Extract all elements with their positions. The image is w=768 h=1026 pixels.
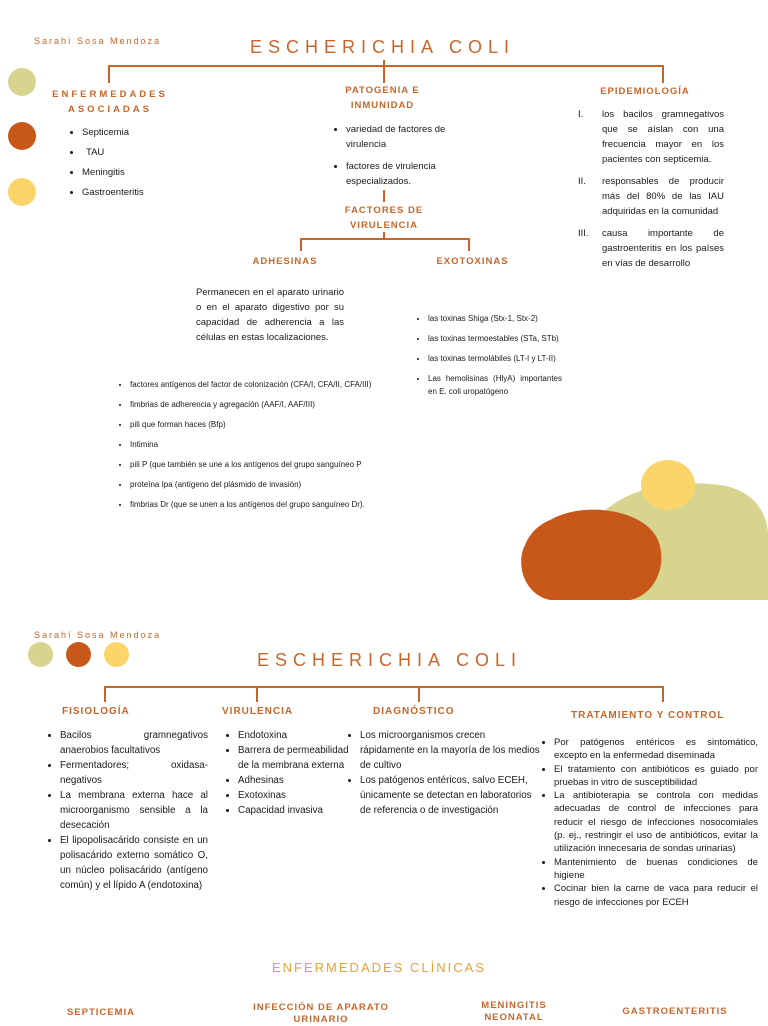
list-item: • fimbrias Dr (que se unen a los antígenos del grupo sanguíneo Dr). [130,498,388,511]
list-item: • Barrera de permeabilidad de la membrana externa [238,743,353,773]
adhesinas-list [110,378,388,518]
diagnostico-heading: DIAGNÓSTICO [373,706,455,717]
rust-circle [66,642,91,667]
list-item: • las toxinas Shiga (Stx-1, Stx-2) [428,312,562,325]
list-item [578,174,724,219]
connector [468,238,470,251]
exotoxinas-heading: EXOTOXINAS [436,256,509,267]
connector [104,686,106,702]
olive-circle [28,642,53,667]
epidemiologia-heading: EPIDEMIOLOGÍA [600,86,690,97]
item-text: responsables de producir más del 80% de las IAU adquiridas en la comunidad [602,176,724,217]
list-item: • El tratamiento con antibióticos es guiado por pruebas in vitro de susceptibilidad [554,763,758,790]
yellow-circle [104,642,129,667]
list-item: • pili P (que también se une a los antígenos del grupo sanguíneo P [130,458,388,471]
connector [108,65,664,67]
page-2 [0,614,768,1024]
list-item: • La antibioterapia se controla con medidas adecuadas de control de infecciones para reducir el riesgo de infecciones nosocomiales (p. ej., restringir el uso de antibióticos, evitar la utilización innecesaria de sondas urinarias) [554,789,758,855]
list-item: • El lipopolisacárido consiste en un polisacárido externo somático O, un núcleo polisacárido (antígeno común) y el lípido A (endotoxina) [60,833,208,893]
list-item: • pili que forman haces (Bfp) [130,418,388,431]
clinica-infeccion-urinaria: INFECCIÓN DE APARATO URINARIO [253,1002,389,1025]
tratamiento-list [536,736,758,909]
adhesinas-description: Permanecen en el aparato urinario o en el aparato digestivo por su capacidad de adherencia a las células en estas localizaciones. [196,287,344,343]
page-title: ESCHERICHIA COLI [250,37,516,57]
clinica-gastroenteritis: GASTROENTERITIS [622,1006,728,1017]
list-item: • Intimina [130,438,388,451]
fisiologia-heading: FISIOLOGÍA [62,706,130,717]
list-item: • proteína Ipa (antígeno del plásmido de invasión) [130,478,388,491]
list-item: • las toxinas termolábiles (LT-I y LT-II) [428,352,562,365]
item-number: I. [578,109,584,120]
page-title: ESCHERICHIA COLI [257,650,523,670]
connector [300,238,302,251]
rust-circle [8,122,36,150]
adhesinas-heading: ADHESINAS [252,256,318,267]
author-name: Sarahí Sosa Mendoza [34,36,162,46]
olive-circle [8,68,36,96]
connector [418,686,420,702]
list-item: • Bacilos gramnegativos anaerobios facultativos [60,728,208,758]
yellow-blob [641,460,695,510]
list-item: • fimbrias de adherencia y agregación (AAF/I, AAF/III) [130,398,388,411]
list-item: • Las hemolisinas (HlyA) importantes en E. coli uropatógeno [428,372,562,398]
item-text: los bacilos gramnegativos que se aíslan con una frecuencia mayor en los pacientes con septicemia. [602,109,724,165]
connector [104,686,664,688]
list-item: • La membrana externa hace al microorganismo sensible a la desecación [60,788,208,833]
clinica-meningitis: MENINGITIS NEONATAL [481,1000,547,1023]
list-item: • factores antígenos del factor de colonización (CFA/I, CFA/II, CFA/III) [130,378,388,391]
clinica-septicemia: SEPTICEMIA [66,1007,136,1018]
list-item: • factores de virulencia especializados. [346,159,476,189]
connector [662,65,664,83]
connector [383,190,385,202]
item-number: II. [578,176,586,187]
connector [383,65,385,83]
list-item: • Cocinar bien la carne de vaca para reducir el riesgo de infecciones por ECEH [554,882,758,909]
author-name: Sarahí Sosa Mendoza [34,630,162,640]
list-item: • Los patógenos entéricos, salvo ECEH, únicamente se detectan en laboratorios de referencia o de investigación [360,773,542,818]
connector [662,686,664,702]
list-item: • Meningitis [82,166,202,179]
patogenia-heading: PATOGENIA E INMUNIDAD [345,85,420,111]
connector [300,238,470,240]
list-item: • Los microorganismos crecen rápidamente en la mayoría de los medios de cultivo [360,728,542,773]
list-item: • Endotoxina [238,728,353,743]
enfermedades-heading: ENFERMEDADES ASOCIADAS [52,89,168,115]
patogenia-list [328,122,476,196]
list-item: • variedad de factores de virulencia [346,122,476,152]
list-item [578,226,724,271]
decorative-blobs [510,455,768,600]
list-item: • Capacidad invasiva [238,803,353,818]
virulencia-heading: VIRULENCIA [222,706,294,717]
list-item: • TAU [82,146,202,159]
factores-heading: FACTORES DE VIRULENCIA [344,205,424,231]
item-text: causa importante de gastroenteritis en los países en vías de desarrollo [602,228,724,269]
list-item: • Mantenimiento de buenas condiciones de higiene [554,856,758,883]
tratamiento-heading: TRATAMIENTO Y CONTROL [571,710,725,721]
epidemiologia-list [578,107,724,278]
yellow-circle [8,178,36,206]
list-item: • Septicemia [82,126,202,139]
list-item: • Exotoxinas [238,788,353,803]
list-item: • Por patógenos entéricos es sintomático, excepto en la enfermedad diseminada [554,736,758,763]
list-item: • Gastroenteritis [82,186,202,199]
virulencia-list [220,728,353,818]
list-item: • Fermentadores; oxidasa-negativos [60,758,208,788]
exotoxinas-list [408,312,562,405]
list-item [578,107,724,167]
list-item: • las toxinas termoestables (STa, STb) [428,332,562,345]
connector [108,65,110,83]
diagnostico-list [342,728,542,818]
connector [256,686,258,702]
list-item: • Adhesinas [238,773,353,788]
fisiologia-list [42,728,208,893]
item-number: III. [578,228,589,239]
enfermedades-list [64,126,202,206]
clinicas-heading: ENFERMEDADES CLÍNICAS [272,960,486,975]
rust-blob [521,510,661,600]
